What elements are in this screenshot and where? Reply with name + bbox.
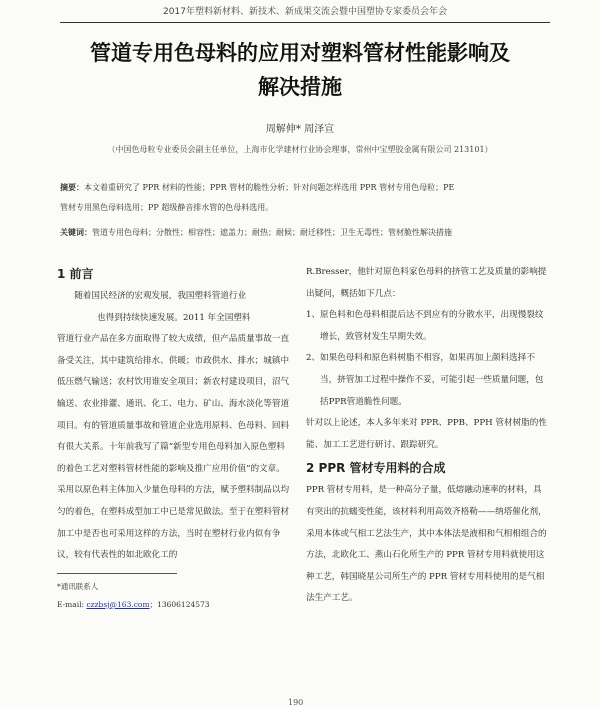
summary-paragraph: 针对以上论述，本人多年来对 PPR、PPB、PPH 管材树脂的性能、加工工艺进行研讨、跟踪研究。 (306, 418, 547, 450)
left-column (57, 262, 292, 614)
title-line-2: 解决措施 (258, 75, 342, 99)
abstract-line-2: 管材专用黑色母料选用；PP 超级静音排水管的色母料选用。 (60, 203, 274, 212)
paper-title (40, 36, 560, 104)
intro-line-1: 随着国民经济的宏观发展，我国塑料管道行业 (74, 291, 247, 301)
keywords-text: 管道专用色母料；分散性；相容性；遮盖力；耐热；耐候；耐迁移性；卫生无毒性；管材脆性解决措施 (92, 228, 452, 237)
phone-number: ；13606124573 (149, 599, 210, 609)
keywords (60, 226, 550, 240)
section-heading-ppr: 2 PPR 管材专用料的合成 (306, 461, 446, 476)
abstract-label: 摘要： (60, 183, 84, 192)
abstract (60, 178, 550, 218)
page-number: 190 (288, 698, 304, 707)
abstract-line-1: 本文着重研究了 PPR 材料的性能；PPR 管材的脆性分析；针对问题怎样选用 PPR 管材专用色母粒；PE (84, 183, 455, 192)
footnote-divider (57, 573, 177, 574)
authors: 周解伸* 周泽宣 (265, 124, 335, 135)
list-item-2: 2、如果色母料和原色料树脂不相容，如果再加上颜料选择不当，挤管加工过程中操作不妥，可能引起一些质量问题，包括PPR管道脆性问题。 (306, 353, 544, 407)
intro-paragraph: 管道行业产品在多方面取得了较大成绩，但产品质量事故一直备受关注，其中建筑给排水、供暖；市政供水、排水；城镇中低压燃气输送；农村饮用谁安全项目；新农村建设项目，沼气输送、农业排灌、通讯、化工、电力、矿山、海水淡化等管道项目。有的管道质量事故和管道企业选用原料、色母料、回料有很大关系。十年前我写了篇“新型专用色母料加入原色塑料的着色工艺对塑料管材性能的影响及推广应用价值”的文章。采用以原色料主体加入少量色母料的方法，赋予塑料制品以均匀的着色，在塑料成型加工中已是常见做法。至于在塑料管材加工中是否也可采用这样的方法，当时在塑材行业内似有争议，较有代表性的如北欧化工的 (57, 334, 290, 561)
email-link[interactable]: czzbsj@163.com (86, 599, 150, 609)
list-item-1: 1、原色料和色母料相混后达不到应有的分散水平，出现慢裂纹增长，致管材发生早期失效。 (306, 310, 544, 342)
continued-paragraph: R.Bresser，他针对原色料家色母料的挤管工艺及质量的影响提出疑问，概括如下几点： (306, 267, 547, 299)
title-line-1: 管道专用色母料的应用对塑料管材性能影响及 (90, 41, 510, 65)
section-heading-intro: 1 前言 (57, 267, 94, 281)
running-header: 2017年塑料新材料、新技术、新成果交流会暨中国塑协专家委员会年会 (60, 0, 550, 23)
right-column (306, 262, 550, 610)
footnote-contact: *通讯联系人 (57, 581, 99, 591)
footnote-email-line (57, 596, 292, 614)
intro-line-2: 也得到持续快速发展。2011 年全国塑料 (97, 312, 251, 323)
ppr-paragraph: PPR 管材专用料，是一种高分子量，低熔融动速率的材料，具有突出的抗蠕变性能，该材料利用高效齐格勒——纳塔催化剂，采用本体或气相工艺法生产，其中本体法是液相和气相相组合的方法，北欧化工、燕山石化所生产的 PPR 管材专用料就使用这种工艺，韩国晓星公司所生产的 PPR 管材专用料使用的是气相法生产工艺。 (306, 485, 547, 604)
email-label: E-mail: (57, 599, 85, 609)
keywords-label: 关键词： (60, 228, 92, 237)
affiliation: （中国色母粒专业委员会副主任单位，上海市化学建材行业协会理事，常州中宝塑胶金属有限公司 213101） (107, 145, 493, 154)
